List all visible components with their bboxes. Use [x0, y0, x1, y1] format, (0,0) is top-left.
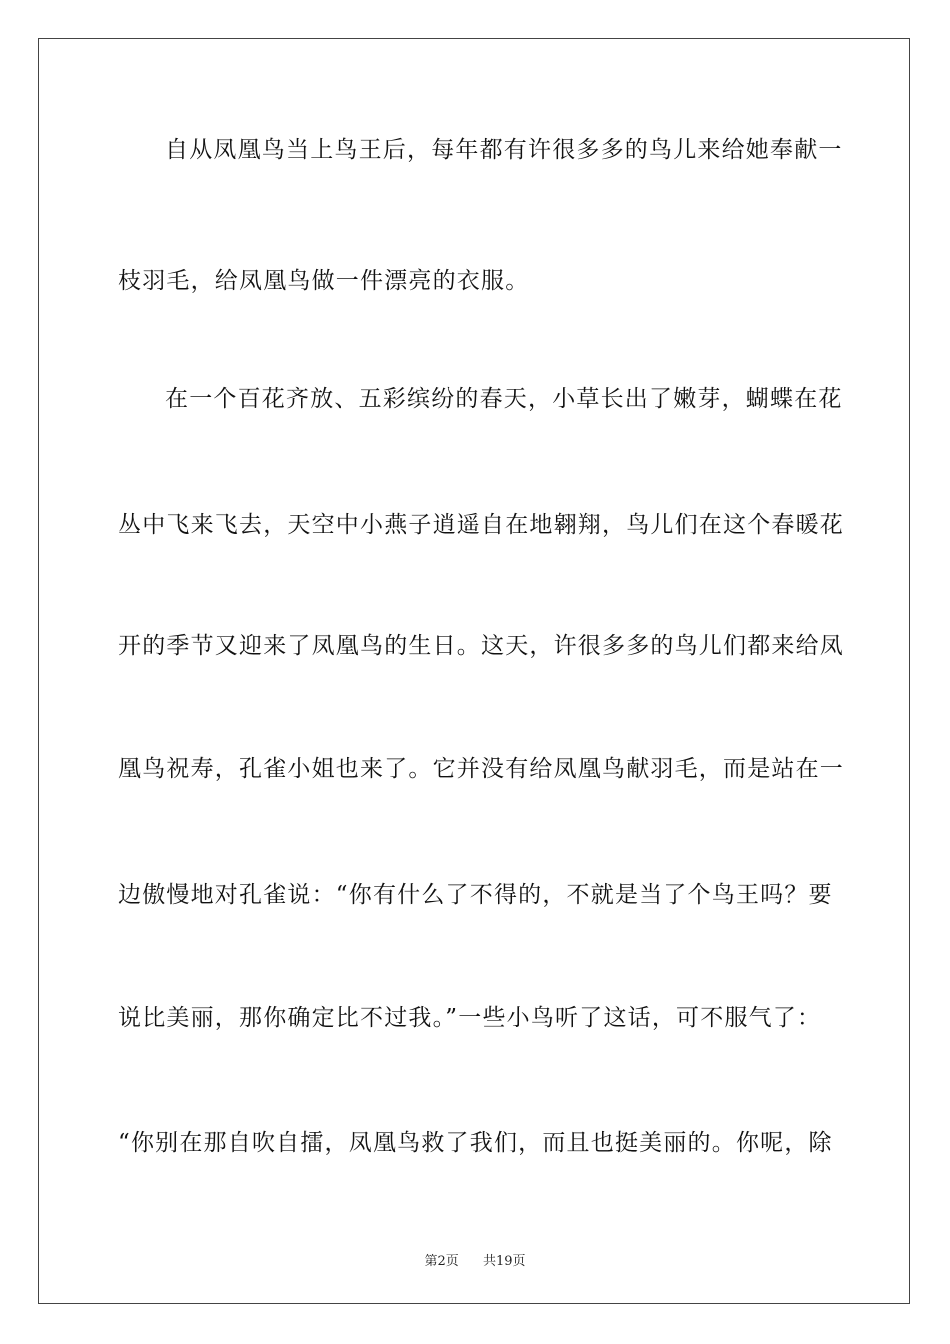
- page-number: 第2页: [424, 1254, 459, 1269]
- text-line: “你别在那自吹自擂，凤凰鸟救了我们，而且也挺美丽的。你呢，除: [118, 1130, 833, 1156]
- text-line: 在一个百花齐放、五彩缤纷的春天，小草长出了嫩芽，蝴蝶在花: [165, 386, 843, 412]
- text-line: 凰鸟祝寿，孔雀小姐也来了。它并没有给凤凰鸟献羽毛，而是站在一: [118, 756, 844, 782]
- text-line: 枝羽毛，给凤凰鸟做一件漂亮的衣服。: [118, 268, 530, 294]
- page-footer: [0, 1250, 950, 1269]
- text-line: 自从凤凰鸟当上鸟王后，每年都有许很多多的鸟儿来给她奉献一: [165, 137, 843, 163]
- page-border: [38, 38, 910, 1304]
- text-line: 开的季节又迎来了凤凰鸟的生日。这天，许很多多的鸟儿们都来给凤: [118, 633, 844, 659]
- page-total: 共19页: [483, 1254, 526, 1269]
- text-line: 边傲慢地对孔雀说：“你有什么了不得的，不就是当了个鸟王吗？要: [118, 882, 833, 908]
- text-line: 说比美丽，那你确定比不过我。”一些小鸟听了这话，可不服气了：: [118, 1005, 822, 1031]
- text-line: 丛中飞来飞去，天空中小燕子逍遥自在地翱翔，鸟儿们在这个春暖花: [118, 512, 844, 538]
